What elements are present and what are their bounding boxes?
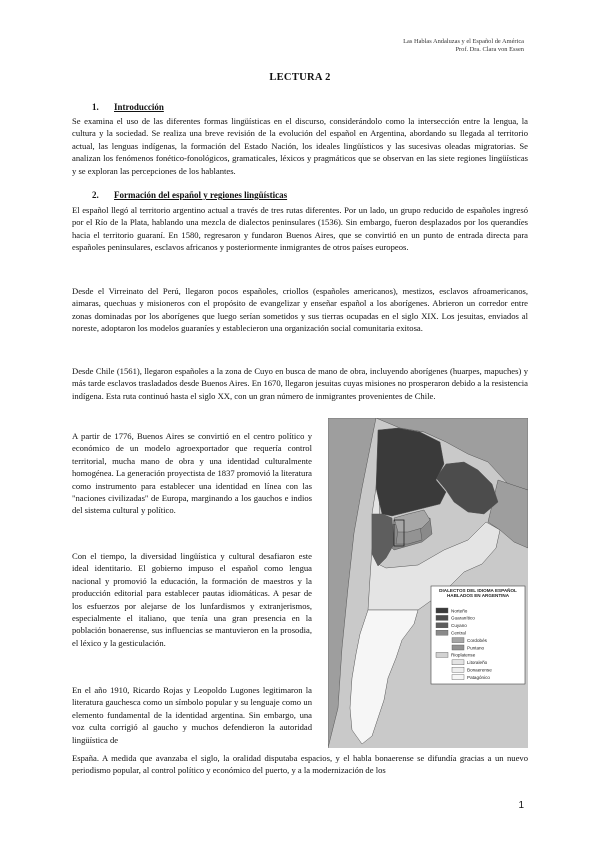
page-number: 1: [518, 800, 524, 811]
legend-swatch: [452, 667, 464, 672]
legend-swatch: [436, 623, 448, 628]
map-region-norteno: [376, 428, 446, 516]
legend-swatch: [452, 645, 464, 650]
paragraph-buenos-aires: A partir de 1776, Buenos Aires se convirtió en el centro político y económico de un modelo agroexportador que requería control territorial, mucha mano de obra y una identidad culturalmente homogénea. La generación proyectista de 1837 promovió la literatura como instrumento para establecer una identidad en línea con las "naciones civilizadas" de Europa, marginando a los gauchos e indios del sistema cultural y político.: [72, 431, 312, 516]
legend-label: Guaranítico: [451, 615, 475, 621]
section-title: Formación del español y regiones lingüísticas: [114, 190, 288, 200]
section-number: 2.: [92, 190, 99, 200]
legend-label: Bonaerense: [467, 667, 492, 673]
paragraph-diversity: Con el tiempo, la diversidad lingüística y cultural desafiaron este ideal identitario. El gobierno impuso el español como lengua nacional y promovió la educación, la formación de maestros y la producción editorial para establecer pautas idiomáticas. A pesar de los esfuerzos por alejarse de los lunfardismos y extranjerismos, especialmente el italiano, que tenía una gran presencia en la población bonaerense, sus influencias se mantuvieron en la prosodia, el léxico y la gesticulación.: [72, 551, 312, 648]
section-title: Introducción: [114, 102, 164, 112]
dialect-map: [328, 418, 528, 748]
section-heading-intro: [92, 102, 164, 112]
legend-title: DIALECTOS DEL IDIOMA ESPAÑOL HABLADOS EN ARGENTINA: [439, 588, 517, 599]
legend-label: Central: [451, 630, 466, 636]
page-title: LECTURA 2: [269, 72, 331, 83]
legend-swatch: [452, 660, 464, 665]
paragraph-gauchesca: En el año 1910, Ricardo Rojas y Leopoldo Lugones legitimaron la literatura gauchesca como un símbolo popular y su lenguaje como un elemento fundamental de la identidad argentina. Sin embargo, una voz culta corrigió al gaucho y muchos defendieron la autoridad lingüística de: [72, 685, 312, 745]
paragraph-peru: Desde el Virreinato del Perú, llegaron pocos españoles, criollos (españoles americanos), mestizos, esclavos afroamericanos, aimaras, quechuas y misioneros con el propósito de evangelizar y enseñar español a los aborígenes. Abrieron un corredor entre zonas dominadas por los aborígenes que luego serían sometidos y sus tierras ocupadas en el siglo XIX. Los jesuitas, enviados al noreste, adoptaron los modelos guaraníes y establecieron una organización social comunitaria exitosa.: [72, 286, 528, 334]
legend-swatch: [452, 638, 464, 643]
paragraph-routes: El español llegó al territorio argentino actual a través de tres rutas diferentes. Por un lado, un grupo reducido de españoles ingresó por el Río de la Plata, hablando una mezcla de dialectos peninsulares (1536). Sin embargo, fueron desplazados por los querandíes hacia el territorio guaraní. En 1580, regresaron y fundaron Buenos Aires, que se convirtió en un punto de entrada directa para españoles peninsulares, esclavos africanos y posteriormente inmigrantes de otros países europeos.: [72, 205, 528, 253]
header-professor: Prof. Dra. Clara von Essen: [455, 46, 524, 54]
legend-label: Cuyano: [451, 623, 467, 629]
legend-swatch: [452, 675, 464, 680]
section-number: 1.: [92, 102, 99, 112]
header-course: Las Hablas Andaluzas y el Español de América: [403, 38, 524, 45]
legend-label: Rioplatense: [451, 652, 476, 658]
legend-swatch: [436, 652, 448, 657]
legend-label: Norteño: [451, 608, 468, 614]
paragraph-intro: Se examina el uso de las diferentes formas lingüísticas en el discurso, considerándolo como la intersección entre la lengua, la cultura y la sociedad. Se realiza una breve revisión de la evolución del español en Argentina, abordando su llegada al territorio actual, las lenguas indígenas, la formación del Estado Nación, los ideales lingüísticos y las sucesivas oleadas migratorias. Se analizan los fenómenos fonético-fonológicos, gramaticales, léxicos y pragmáticos que se observan en las siete regiones lingüísticas y se exploran las percepciones de los hablantes.: [72, 116, 528, 176]
legend-label: Cordobés: [467, 637, 487, 643]
legend-swatch: [436, 608, 448, 613]
paragraph-continuation: España. A medida que avanzaba el siglo, la oralidad disputaba espacios, y el habla bonaerense se difundía gracias a un nuevo periodismo popular, al control político y económico del puerto, y a la modernización de los: [72, 753, 528, 776]
legend-swatch: [436, 630, 448, 635]
section-heading-formation: [92, 190, 287, 200]
paragraph-chile: Desde Chile (1561), llegaron españoles a la zona de Cuyo en busca de mano de obra, incluyendo aborígenes (huarpes, mapuches) y más tarde esclavos trasladados desde Buenos Aires. En 1670, llegaron jesuitas cuyas misiones no prosperaron debido a la resistencia indígena. Esta ruta continuó hasta el siglo XX, con un gran número de inmigrantes provenientes de Chile.: [72, 366, 528, 401]
map-legend: [431, 586, 525, 684]
legend-label: Puntano: [467, 645, 485, 651]
legend-swatch: [436, 615, 448, 620]
legend-label: Litoraleño: [467, 660, 488, 666]
legend-label: Patagónico: [467, 674, 490, 680]
running-header: [403, 38, 524, 54]
